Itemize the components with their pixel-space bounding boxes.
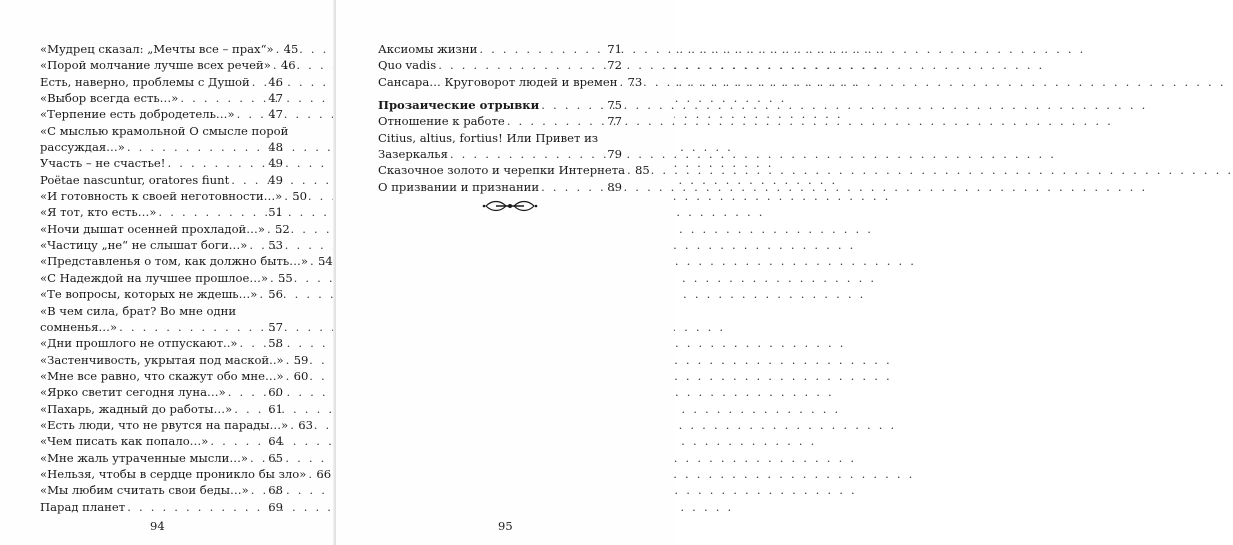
toc-entry-line: «В чем сила, брат? Во мне одни — [40, 303, 237, 318]
page-number: 72 — [607, 58, 622, 73]
toc-entry: «Мы любим считать свои беды…» . . . 68 — [40, 482, 283, 498]
page-number: 60 — [268, 385, 283, 400]
toc-entry: Парад планет . . . 69 — [40, 499, 283, 515]
page-number: 48 — [268, 140, 283, 155]
page-number: 79 — [607, 147, 622, 162]
page-number: 73 — [627, 74, 643, 89]
toc-list-left — [40, 41, 333, 515]
page-number: 71 — [607, 42, 622, 56]
toc-entry: Участь – не счастье! . . . 49 — [40, 155, 283, 171]
page-number: 61 — [268, 401, 283, 416]
page-number: 49 — [268, 172, 283, 187]
toc-entry: «Есть люди, что не рвутся на парады…» . . . 63 — [40, 417, 283, 433]
page-folio-left: 94 — [150, 519, 165, 533]
toc-entry-line: Citius, altius, fortius! Или Привет из — [378, 130, 599, 145]
toc-entry: «Терпение есть добродетель…» . . . 47 — [40, 106, 283, 122]
page-number: 57 — [268, 319, 283, 334]
page-number: 66 — [316, 466, 332, 481]
page-number: 63 — [298, 417, 313, 432]
left-page — [0, 0, 336, 545]
page-number: 53 — [268, 238, 283, 253]
page-number: 47 — [268, 91, 283, 106]
toc-entry: Аксиомы жизни . . . 71 — [378, 41, 622, 57]
page-number: 46 — [268, 74, 283, 89]
toc-entry: «Порой молчание лучше всех речей» . . . 46 — [40, 57, 283, 73]
toc-entry: «Мне жаль утраченные мысли…» . . . 65 — [40, 450, 283, 466]
toc-entry: «Выбор всегда есть…» . . . 47 — [40, 90, 283, 106]
toc-entry: «Ночи дышат осенней прохладой…» . . . 52 — [40, 221, 283, 237]
toc-list-right — [378, 41, 650, 195]
toc-entry: «Мудрец сказал: „Мечты все – прах“» . . . 45 — [40, 41, 283, 57]
page-number: 59 — [293, 352, 309, 367]
toc-entry: сомненья…» . . . 57 — [40, 319, 283, 335]
page-number: 52 — [274, 221, 290, 236]
toc-entry: Quo vadis . . . 72 — [378, 57, 622, 73]
page-number: 56 — [268, 287, 283, 302]
toc-entry: «Чем писать как попало…» . . . 64 — [40, 433, 283, 449]
toc-entry-line: «С мыслью крамольной О смысле порой — [40, 123, 289, 138]
page-number: 55 — [278, 270, 293, 285]
page-number: 89 — [607, 179, 622, 194]
page-number: 68 — [268, 483, 283, 498]
toc-entry: «Мне все равно, что скажут обо мне…» . . . 60 — [40, 368, 283, 384]
toc-entry: «Дни прошлого не отпускают..» . . . 58 — [40, 335, 283, 351]
toc-entry: «Ярко светит сегодня луна…» . . . 60 — [40, 384, 283, 400]
toc-entry: «Застенчивость, укрытая под маской..» . . . 59 — [40, 352, 283, 368]
toc-entry: Сансара… Круговорот людей и времен . . . 73 — [378, 74, 622, 90]
page-folio-right: 95 — [498, 519, 513, 533]
page-number: 46 — [280, 58, 296, 73]
flourish-ornament-icon — [482, 198, 538, 214]
toc-entry: Зазеркалья . . . 79 — [378, 146, 622, 162]
toc-entry: О призвании и признании . . . 89 — [378, 179, 622, 195]
toc-entry: «Частицу „не“ не слышат боги…» . . . 53 — [40, 237, 283, 253]
toc-entry: «И готовность к своей неготовности…» . . . 50 — [40, 188, 283, 204]
page-number: 85 — [635, 163, 650, 178]
page-number: 65 — [268, 450, 283, 465]
page-number: 64 — [268, 434, 283, 449]
toc-entry: Сказочное золото и черепки Интернета . . . 85 — [378, 162, 622, 178]
page-number: 77 — [607, 114, 622, 129]
toc-entry: рассуждая…» . . . 48 — [40, 139, 283, 155]
toc-entry: «Пахарь, жадный до работы…» . . . 61 — [40, 401, 283, 417]
page-number: 75 — [607, 98, 622, 113]
right-page — [336, 0, 674, 545]
toc-entry: «Нельзя, чтобы в сердце проникло бы зло» . . . 66 — [40, 466, 283, 482]
page-number: 54 — [317, 254, 333, 269]
toc-entry: «Представленья о том, как должно быть…» . . . 54 — [40, 253, 283, 269]
page-number: 49 — [268, 156, 283, 171]
page-number: 47 — [268, 107, 283, 122]
page-number: 58 — [268, 336, 283, 351]
toc-section-heading: Прозаические отрывки . . . 75 — [378, 97, 622, 113]
toc-entry: Poëtae nascuntur, oratores fiunt . . . 49 — [40, 172, 283, 188]
toc-entry: «Я тот, кто есть…» . . . 51 — [40, 204, 283, 220]
toc-entry: «Те вопросы, которых не ждешь…» . . . 56 — [40, 286, 283, 302]
page-number: 51 — [268, 205, 283, 220]
page-number: 69 — [268, 499, 283, 514]
toc-entry: Отношение к работе . . . 77 — [378, 113, 622, 129]
page-number: 45 — [283, 42, 299, 56]
toc-entry: «С Надеждой на лучшее прошлое…» . . . 55 — [40, 270, 283, 286]
toc-entry: Есть, наверно, проблемы с Душой . . . 46 — [40, 74, 283, 90]
page-number: 60 — [293, 368, 309, 383]
page-number: 50 — [292, 189, 308, 204]
